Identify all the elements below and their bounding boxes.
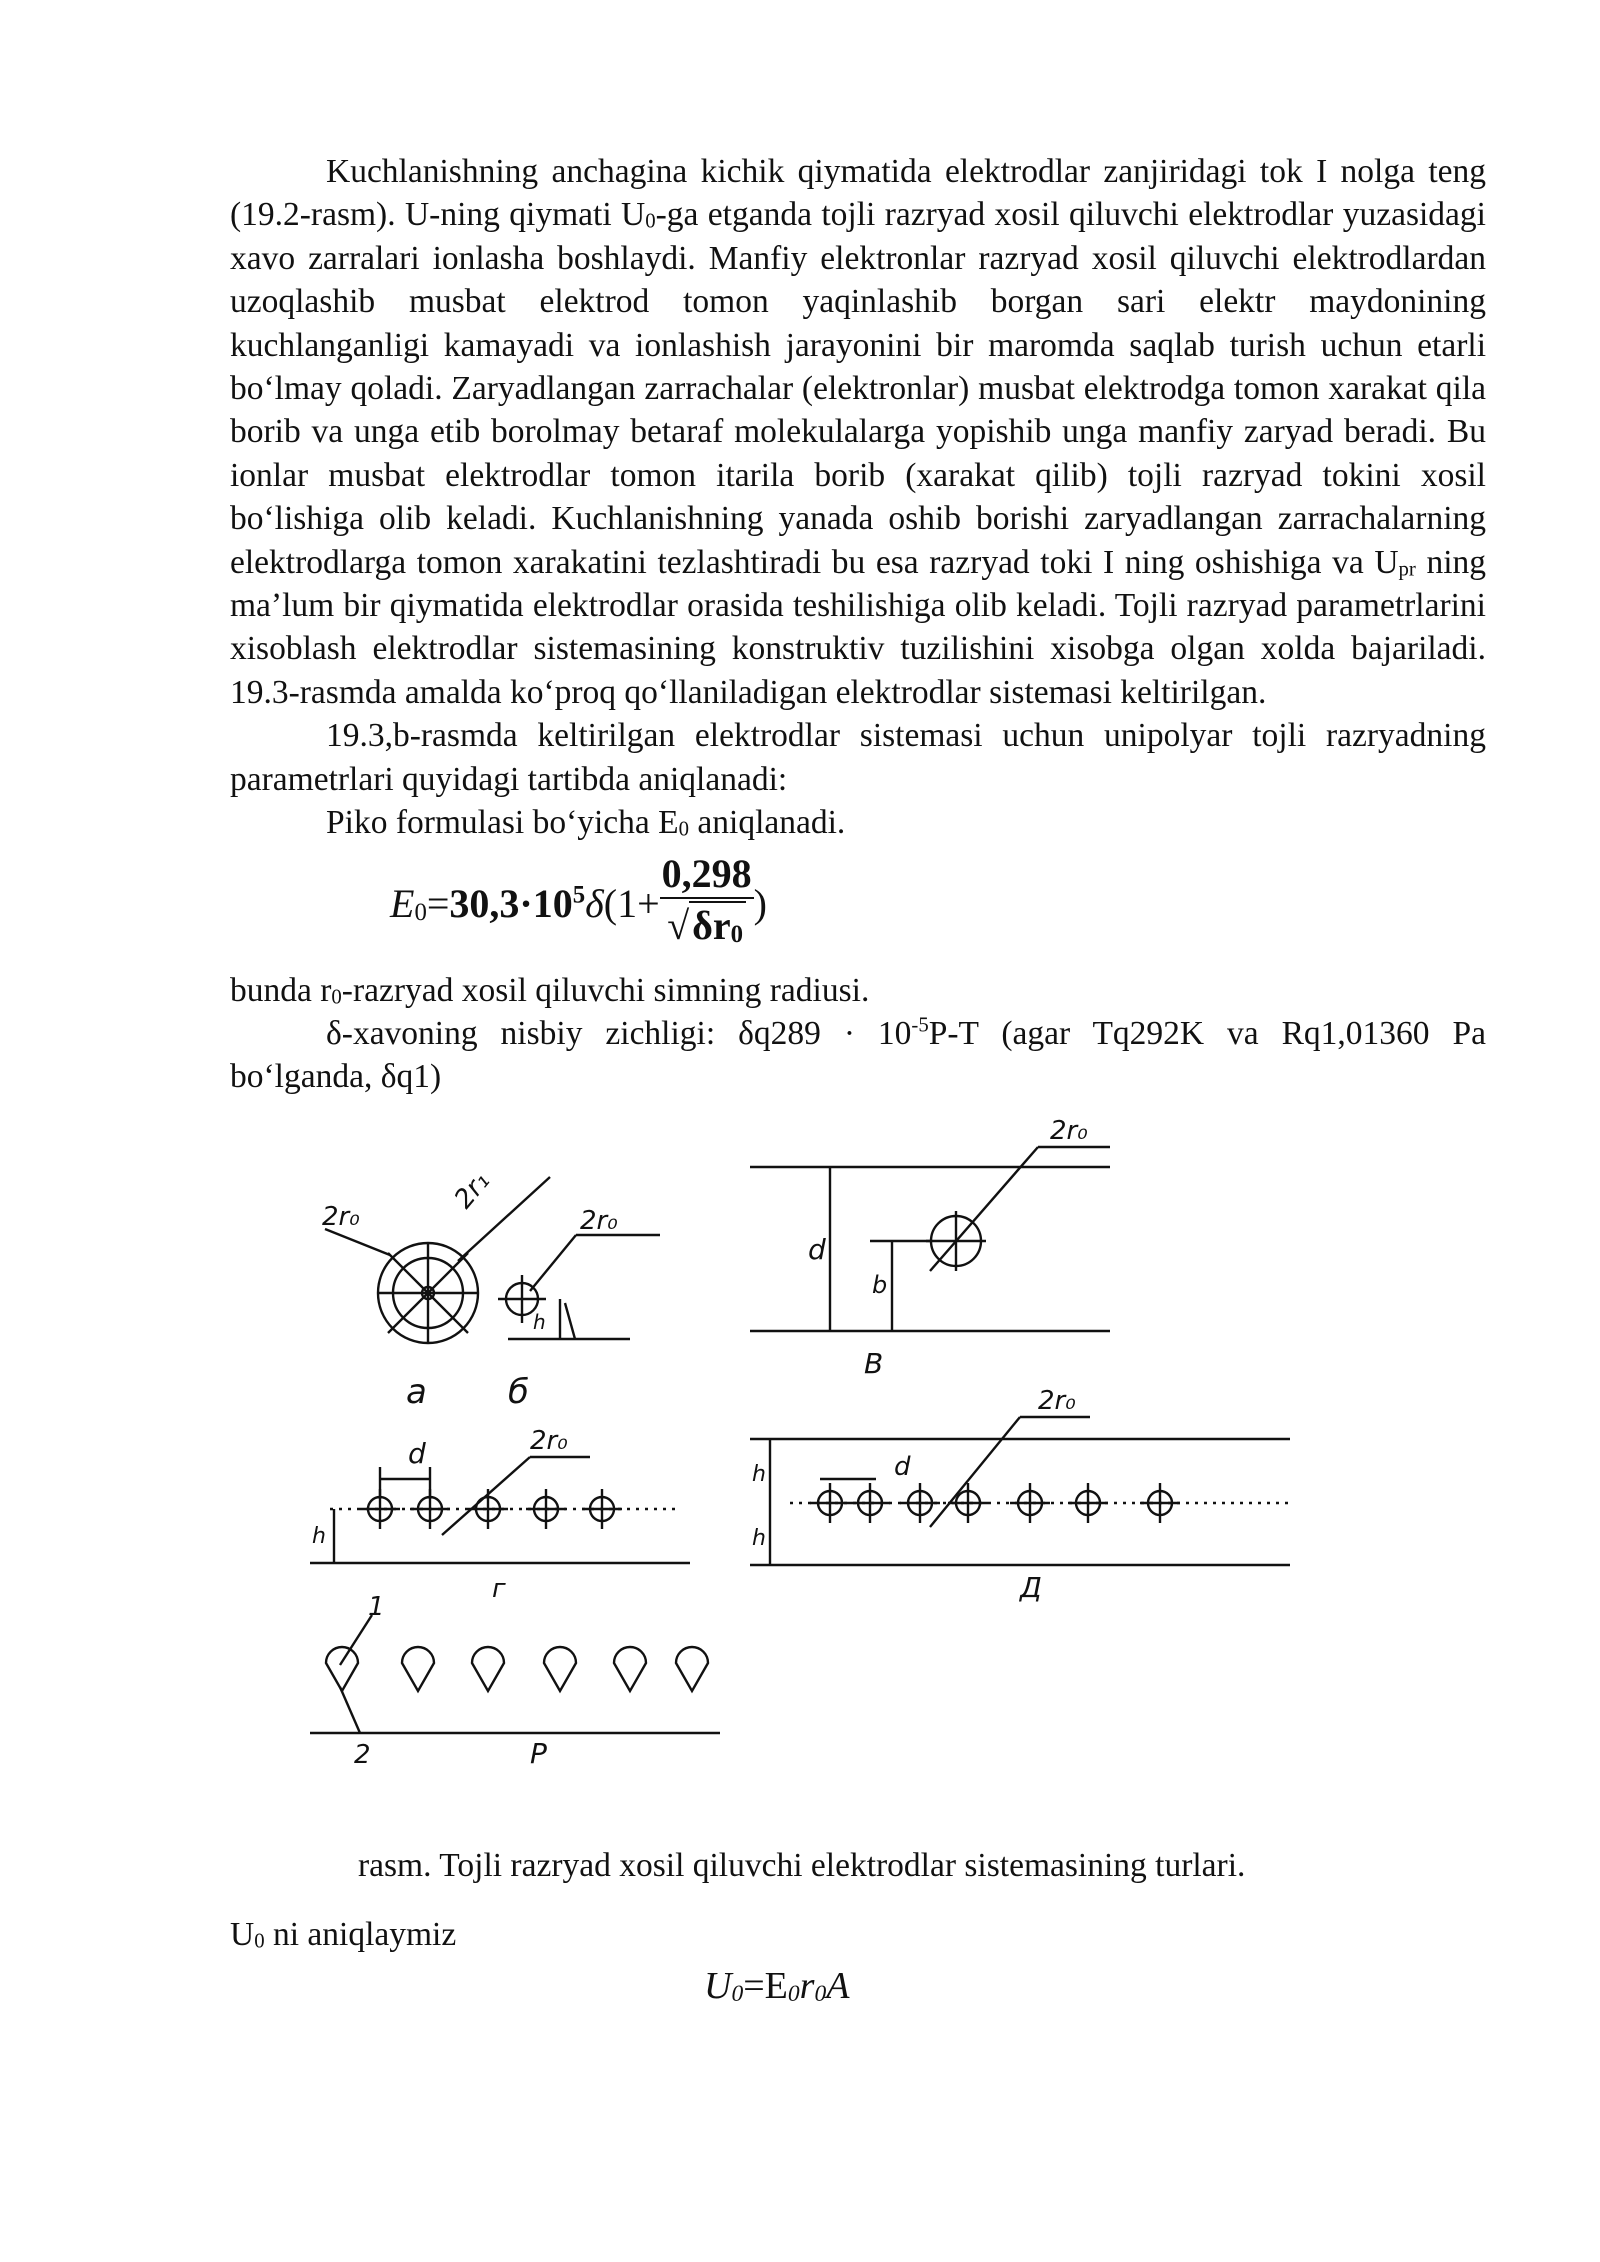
electrode-systems-figure: [230, 1107, 1486, 1807]
piko-formula: $E_0=30,3\cdot 10^5\delta(1+$ $\frac{0,298}{√\delta r_0}$ ): [390, 850, 767, 948]
document-page: [230, 150, 1486, 2008]
label-2r0-g: 2r₀: [530, 1425, 568, 1456]
u0-formula: $U_0=E_0r_0A$: [704, 1965, 850, 2008]
label-2: 2: [354, 1739, 371, 1770]
panel-v: [750, 1116, 1110, 1380]
label-h-b: h: [533, 1309, 546, 1334]
needle-5: [676, 1647, 708, 1691]
panel-g: [310, 1426, 690, 1604]
electrode-diagram: [230, 1107, 1486, 1807]
needle-2: [472, 1647, 504, 1691]
paragraph-6: $U_0$ ni aniqlaymiz: [230, 1915, 457, 1953]
figure-caption: rasm. Tojli razryad xosil qiluvchi elektrodlar sistemasining turlari.: [358, 1846, 1246, 1884]
paragraph-2: 19.3,b-rasmda keltirilgan elektrodlar sistemasi uchun unipolyar tojli razryadning parametrlari quyidagi tartibda aniqlanadi:: [230, 717, 1486, 798]
label-r: P: [530, 1736, 547, 1770]
label-h-d1: h: [752, 1461, 766, 1487]
panel-r: [310, 1592, 720, 1770]
label-b-v: b: [872, 1270, 888, 1299]
paragraph-3: Piko formulasi boʻyicha $E_0$ aniqlanadi.: [326, 804, 846, 842]
label-d-v: d: [808, 1232, 826, 1266]
label-a: a: [406, 1371, 427, 1412]
paragraph-4: bunda $r_0$-razryad xosil qiluvchi simning radiusi.: [230, 971, 870, 1009]
label-2r0-a: 2r₀: [322, 1201, 360, 1232]
label-d-d: d: [894, 1451, 911, 1482]
needle-0: [326, 1647, 358, 1691]
label-d: Д: [1020, 1570, 1042, 1604]
paragraph-5: δ-xavoning nisbiy zichligi: $\delta q289 \cdot 10^{-5}P-T$ (agar Tq292K va Rq1,01360 Pa boʻlganda, δq1): [230, 1013, 1486, 1096]
label-g: г: [492, 1573, 506, 1604]
label-2r0-v: 2r₀: [1050, 1115, 1088, 1146]
needle-1: [402, 1647, 434, 1691]
label-d-g: d: [408, 1436, 426, 1470]
needle-3: [544, 1647, 576, 1691]
panel-b: [498, 1206, 660, 1412]
needle-row-r: [326, 1647, 708, 1691]
label-v: В: [864, 1346, 884, 1380]
label-h-g: h: [312, 1523, 326, 1549]
label-2r0-d: 2r₀: [1038, 1385, 1076, 1416]
label-h-d2: h: [752, 1525, 766, 1551]
label-1: 1: [368, 1591, 385, 1622]
paragraph-1: Kuchlanishning anchagina kichik qiymatida elektrodlar zanjiridagi tok I nolga teng (19.2-rasm). U-ning qiymati $U_0-ga$ etganda tojli razryad xosil qiluvchi elektrodlar yuzasidagi xavo zarralari ionlasha boshlaydi. Manfiy elektronlar razryad xosil qiluvchi elektrodlardan uzoqlashib musbat elektrod tomon yaqinlashib borgan sari elektr maydonining kuchlanganligi kamayadi va ionlashish jarayonini bir maromda saqlab turish uchun etarli boʻlmay qoladi. Zaryadlangan zarrachalar (elektronlar) musbat elektrodga tomon xarakat qila borib va unga etib borolmay betaraf molekulalarga yopishib unga manfiy zaryad beradi. Bu ionlar musbat elektrodlar tomon itarila borib (xarakat qilib) tojli razryad tokini xosil boʻlishiga olib keladi. Kuchlanishning yanada oshib borishi zaryadlangan zarrachalarning elektrodlarga tomon xarakatini tezlashtiradi bu esa razryad toki I ning oshishiga va $U_{pr}$ ning maʼlum bir qiymatida elektrodlar orasida teshilishiga olib keladi. Tojli razryad parametrlarini xisoblash elektrodlar sistemasining konstruktiv tuzilishini xisobga olgan xolda bajariladi. 19.3-rasmda amalda koʻproq qoʻllaniladigan elektrodlar sistemasi keltirilgan.: [230, 153, 1487, 711]
label-b: б: [508, 1371, 529, 1412]
label-2r0-b: 2r₀: [580, 1205, 618, 1236]
label-2r1: 2r₁: [448, 1166, 496, 1215]
needle-4: [614, 1647, 646, 1691]
wire-row-g: [360, 1489, 622, 1529]
